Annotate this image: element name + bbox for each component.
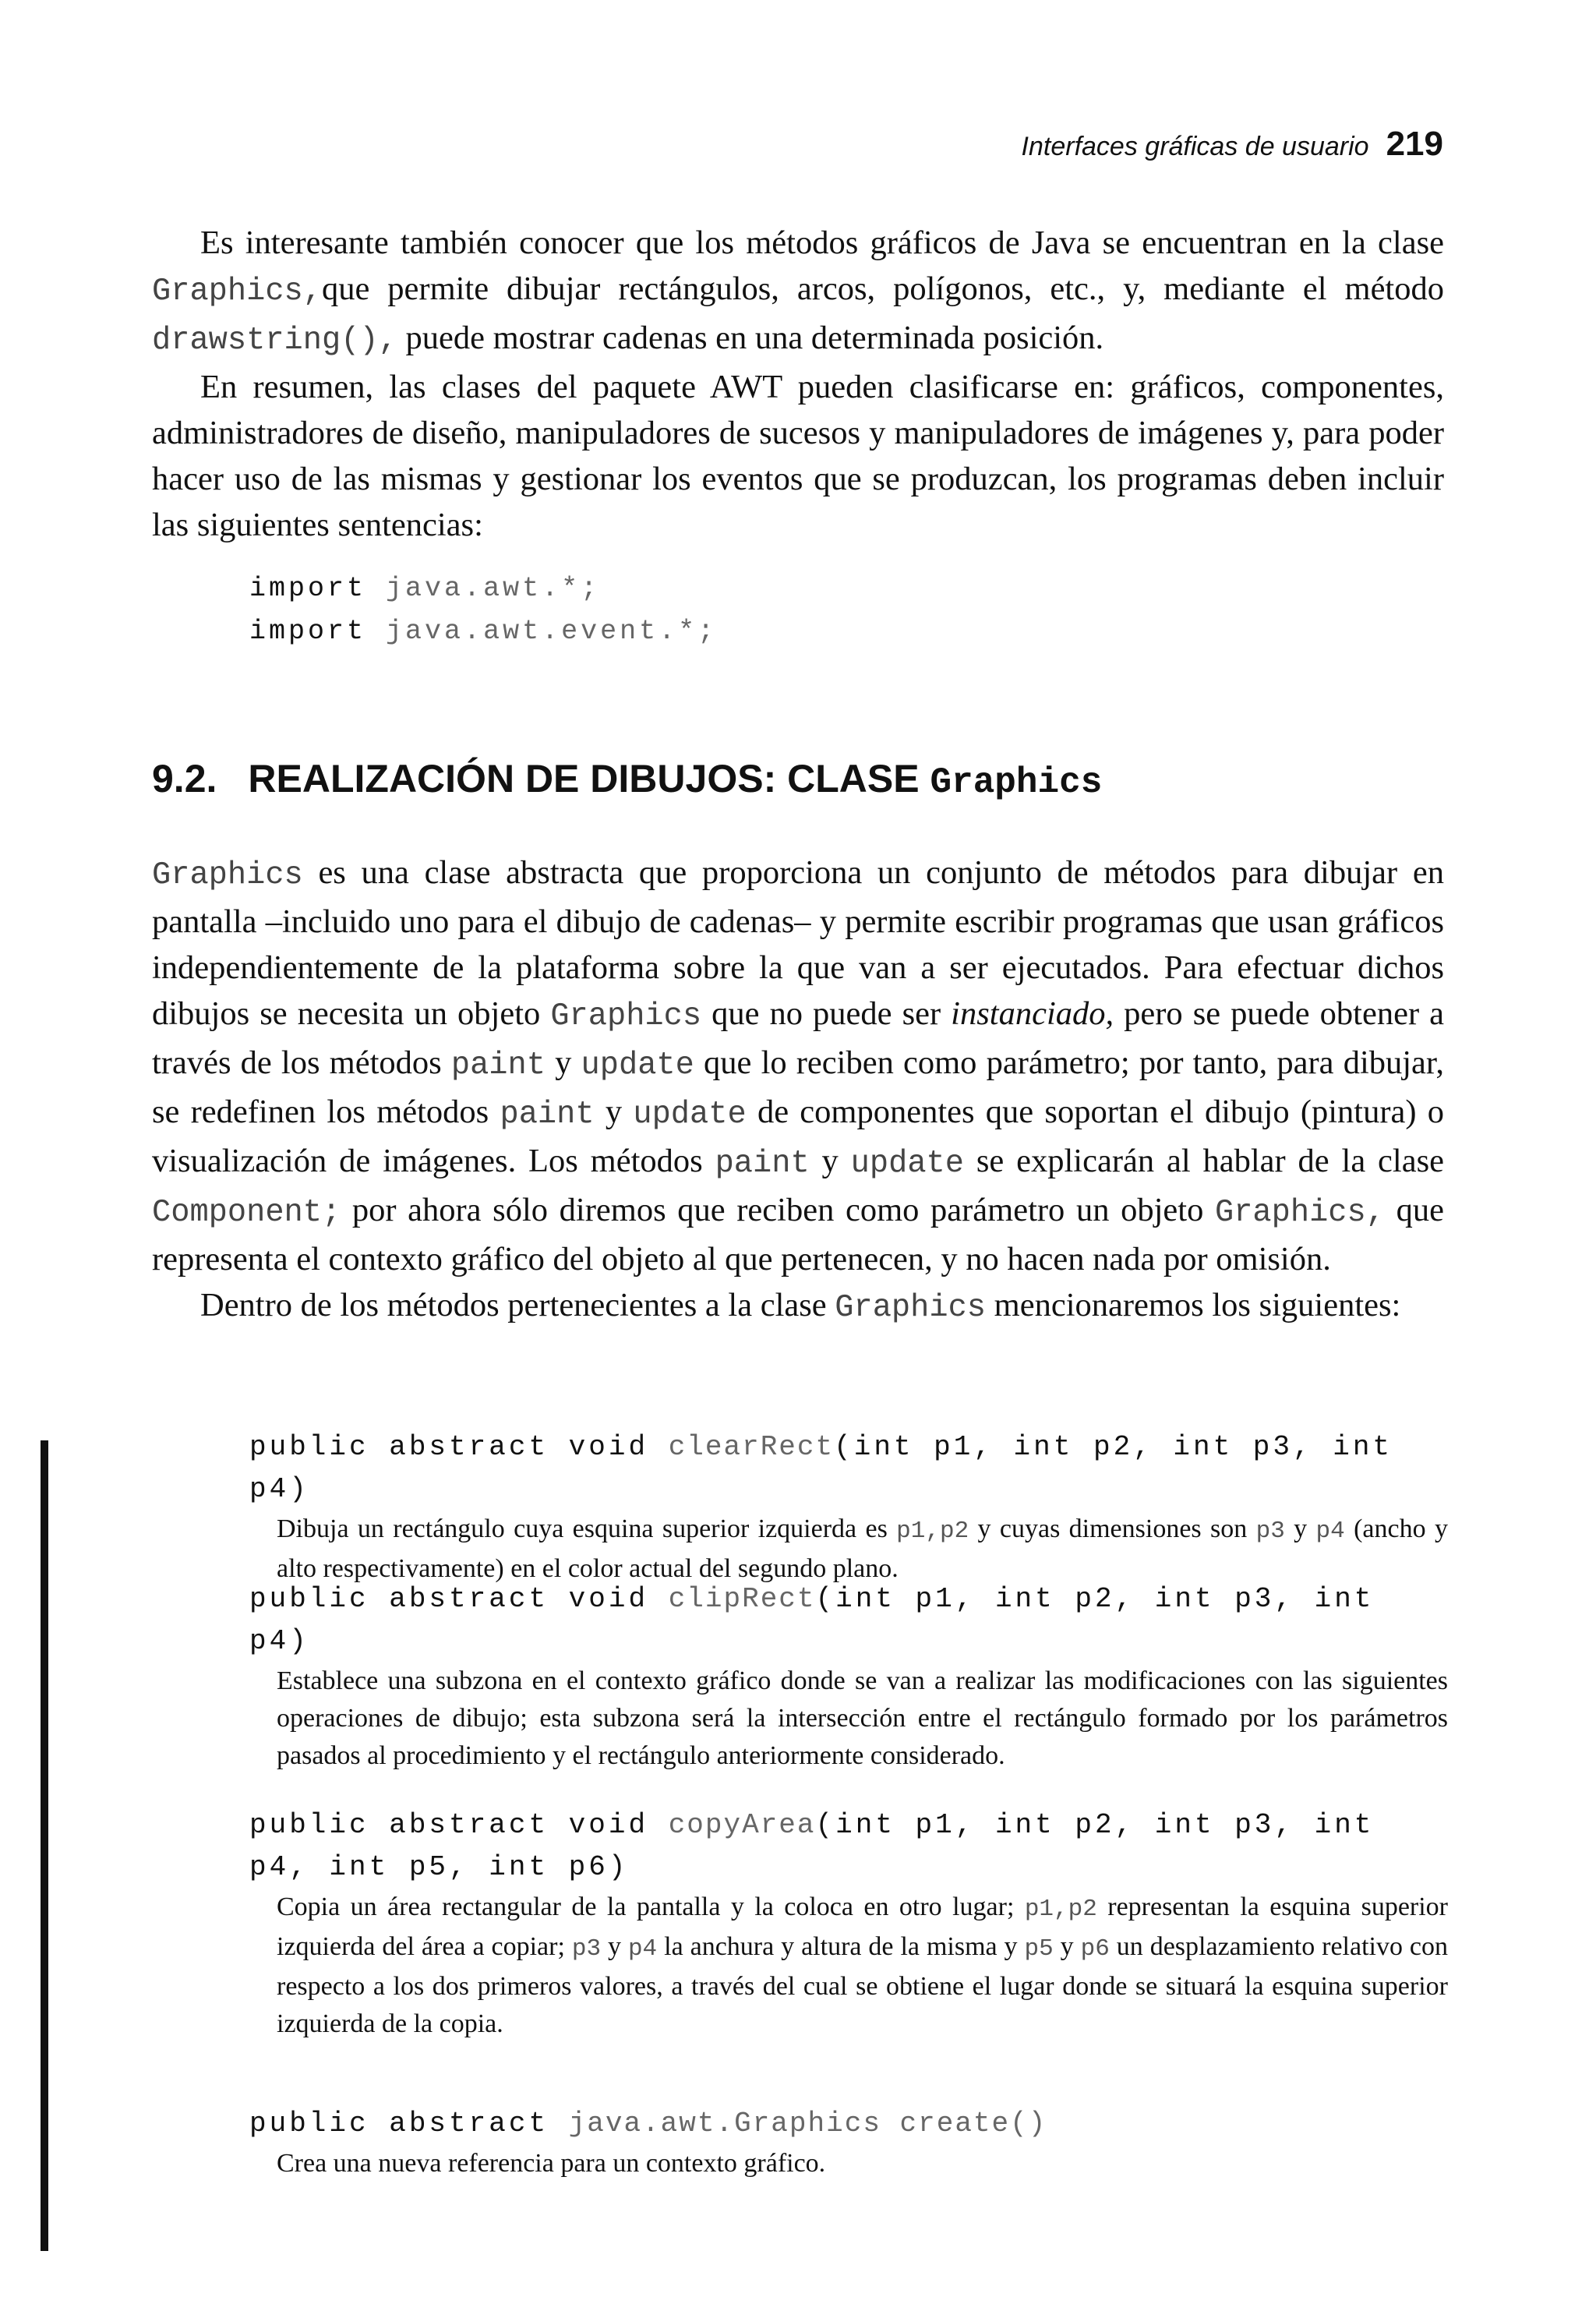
- page-number: 219: [1386, 125, 1443, 163]
- section-heading: [152, 756, 1102, 803]
- running-head: [1022, 125, 1443, 164]
- section-number: 9.2.: [152, 757, 217, 800]
- margin-change-bar: [41, 1440, 48, 2251]
- section-title: REALIZACIÓN DE DIBUJOS: CLASE: [248, 757, 920, 800]
- import-code-block: [249, 567, 717, 653]
- method-create: [249, 2103, 1448, 2182]
- running-title: Interfaces gráficas de usuario: [1021, 132, 1369, 161]
- import-line-1: import java.awt.*;: [249, 573, 601, 604]
- method-signature: public abstract void clearRect(int p1, int p2, int p3, int p4): [249, 1431, 1393, 1505]
- method-signature: public abstract void copyArea(int p1, int p2, int p3, int p4, int p5, int p6): [249, 1809, 1375, 1883]
- method-description: Dibuja un rectángulo cuya esquina superior izquierda es p1,p2 y cuyas dimensiones son p3 y p4 (ancho y alto respectivamente) en el color actual del segundo plano.: [277, 1514, 1448, 1583]
- import-line-2: import java.awt.event.*;: [249, 616, 718, 647]
- method-description: Copia un área rectangular de la pantalla y la coloca en otro lugar; p1,p2 representan la esquina superior izquierda del área a copiar; p3 y p4 la anchura y altura de la misma y p5 y p6 un desplazamiento relativo con respecto a los dos primeros valores, a través del cual se obtiene el lugar donde se situará la esquina superior izquierda de la copia.: [277, 1892, 1449, 2038]
- method-signature: public abstract void clipRect(int p1, int p2, int p3, int p4): [249, 1583, 1375, 1657]
- method-copyArea: [249, 1804, 1448, 2043]
- section-text: [152, 850, 1444, 1331]
- intro-paragraph-1: Es interesante también conocer que los métodos gráficos de Java se encuentran en la clase Graphics,que permite dibujar rectángulos, arcos, polígonos, etc., y, mediante el método drawstring(), puede mostrar cadenas en una determinada posición.: [152, 224, 1444, 359]
- method-clipRect: [249, 1578, 1448, 1775]
- intro-paragraph-2: En resumen, las clases del paquete AWT pueden clasificarse en: gráficos, componentes, administradores de diseño, manipuladores de sucesos y manipuladores de imágenes y, para poder hacer uso de las mismas y gestionar los eventos que se produzcan, los programas deben incluir las siguientes sentencias:: [152, 369, 1444, 543]
- method-clearRect: [249, 1426, 1448, 1588]
- section-paragraph-1: Graphics es una clase abstracta que proporciona un conjunto de métodos para dibujar en pantalla –incluido uno para el dibujo de cadenas– y permite escribir programas que usan gráficos independientemente de la plataforma sobre la que van a ser ejecutados. Para efectuar dichos dibujos se necesita un objeto Graphics que no puede ser instanciado, pero se puede obtener a través de los métodos paint y update que lo reciben como parámetro; por tanto, para dibujar, se redefinen los métodos paint y update de componentes que soportan el dibujo (pintura) o visualización de imágenes. Los métodos paint y update se explicarán al hablar de la clase Component; por ahora sólo diremos que reciben como parámetro un objeto Graphics, que representa el contexto gráfico del objeto al que pertenecen, y no hacen nada por omisión.: [152, 854, 1445, 1277]
- method-signature: public abstract java.awt.Graphics create(): [249, 2108, 1047, 2140]
- method-description: Establece una subzona en el contexto gráfico donde se van a realizar las modificaciones con las siguientes operaciones de dibujo; esta subzona será la intersección entre el rectángulo formado por los parámetros pasados al procedimiento y el rectángulo anteriormente considerado.: [277, 1666, 1448, 1770]
- method-description: Crea una nueva referencia para un contexto gráfico.: [277, 2149, 826, 2178]
- intro-text: [152, 220, 1444, 548]
- section-title-code: Graphics: [930, 762, 1103, 803]
- section-paragraph-2: Dentro de los métodos pertenecientes a la clase Graphics mencionaremos los siguientes:: [200, 1287, 1401, 1326]
